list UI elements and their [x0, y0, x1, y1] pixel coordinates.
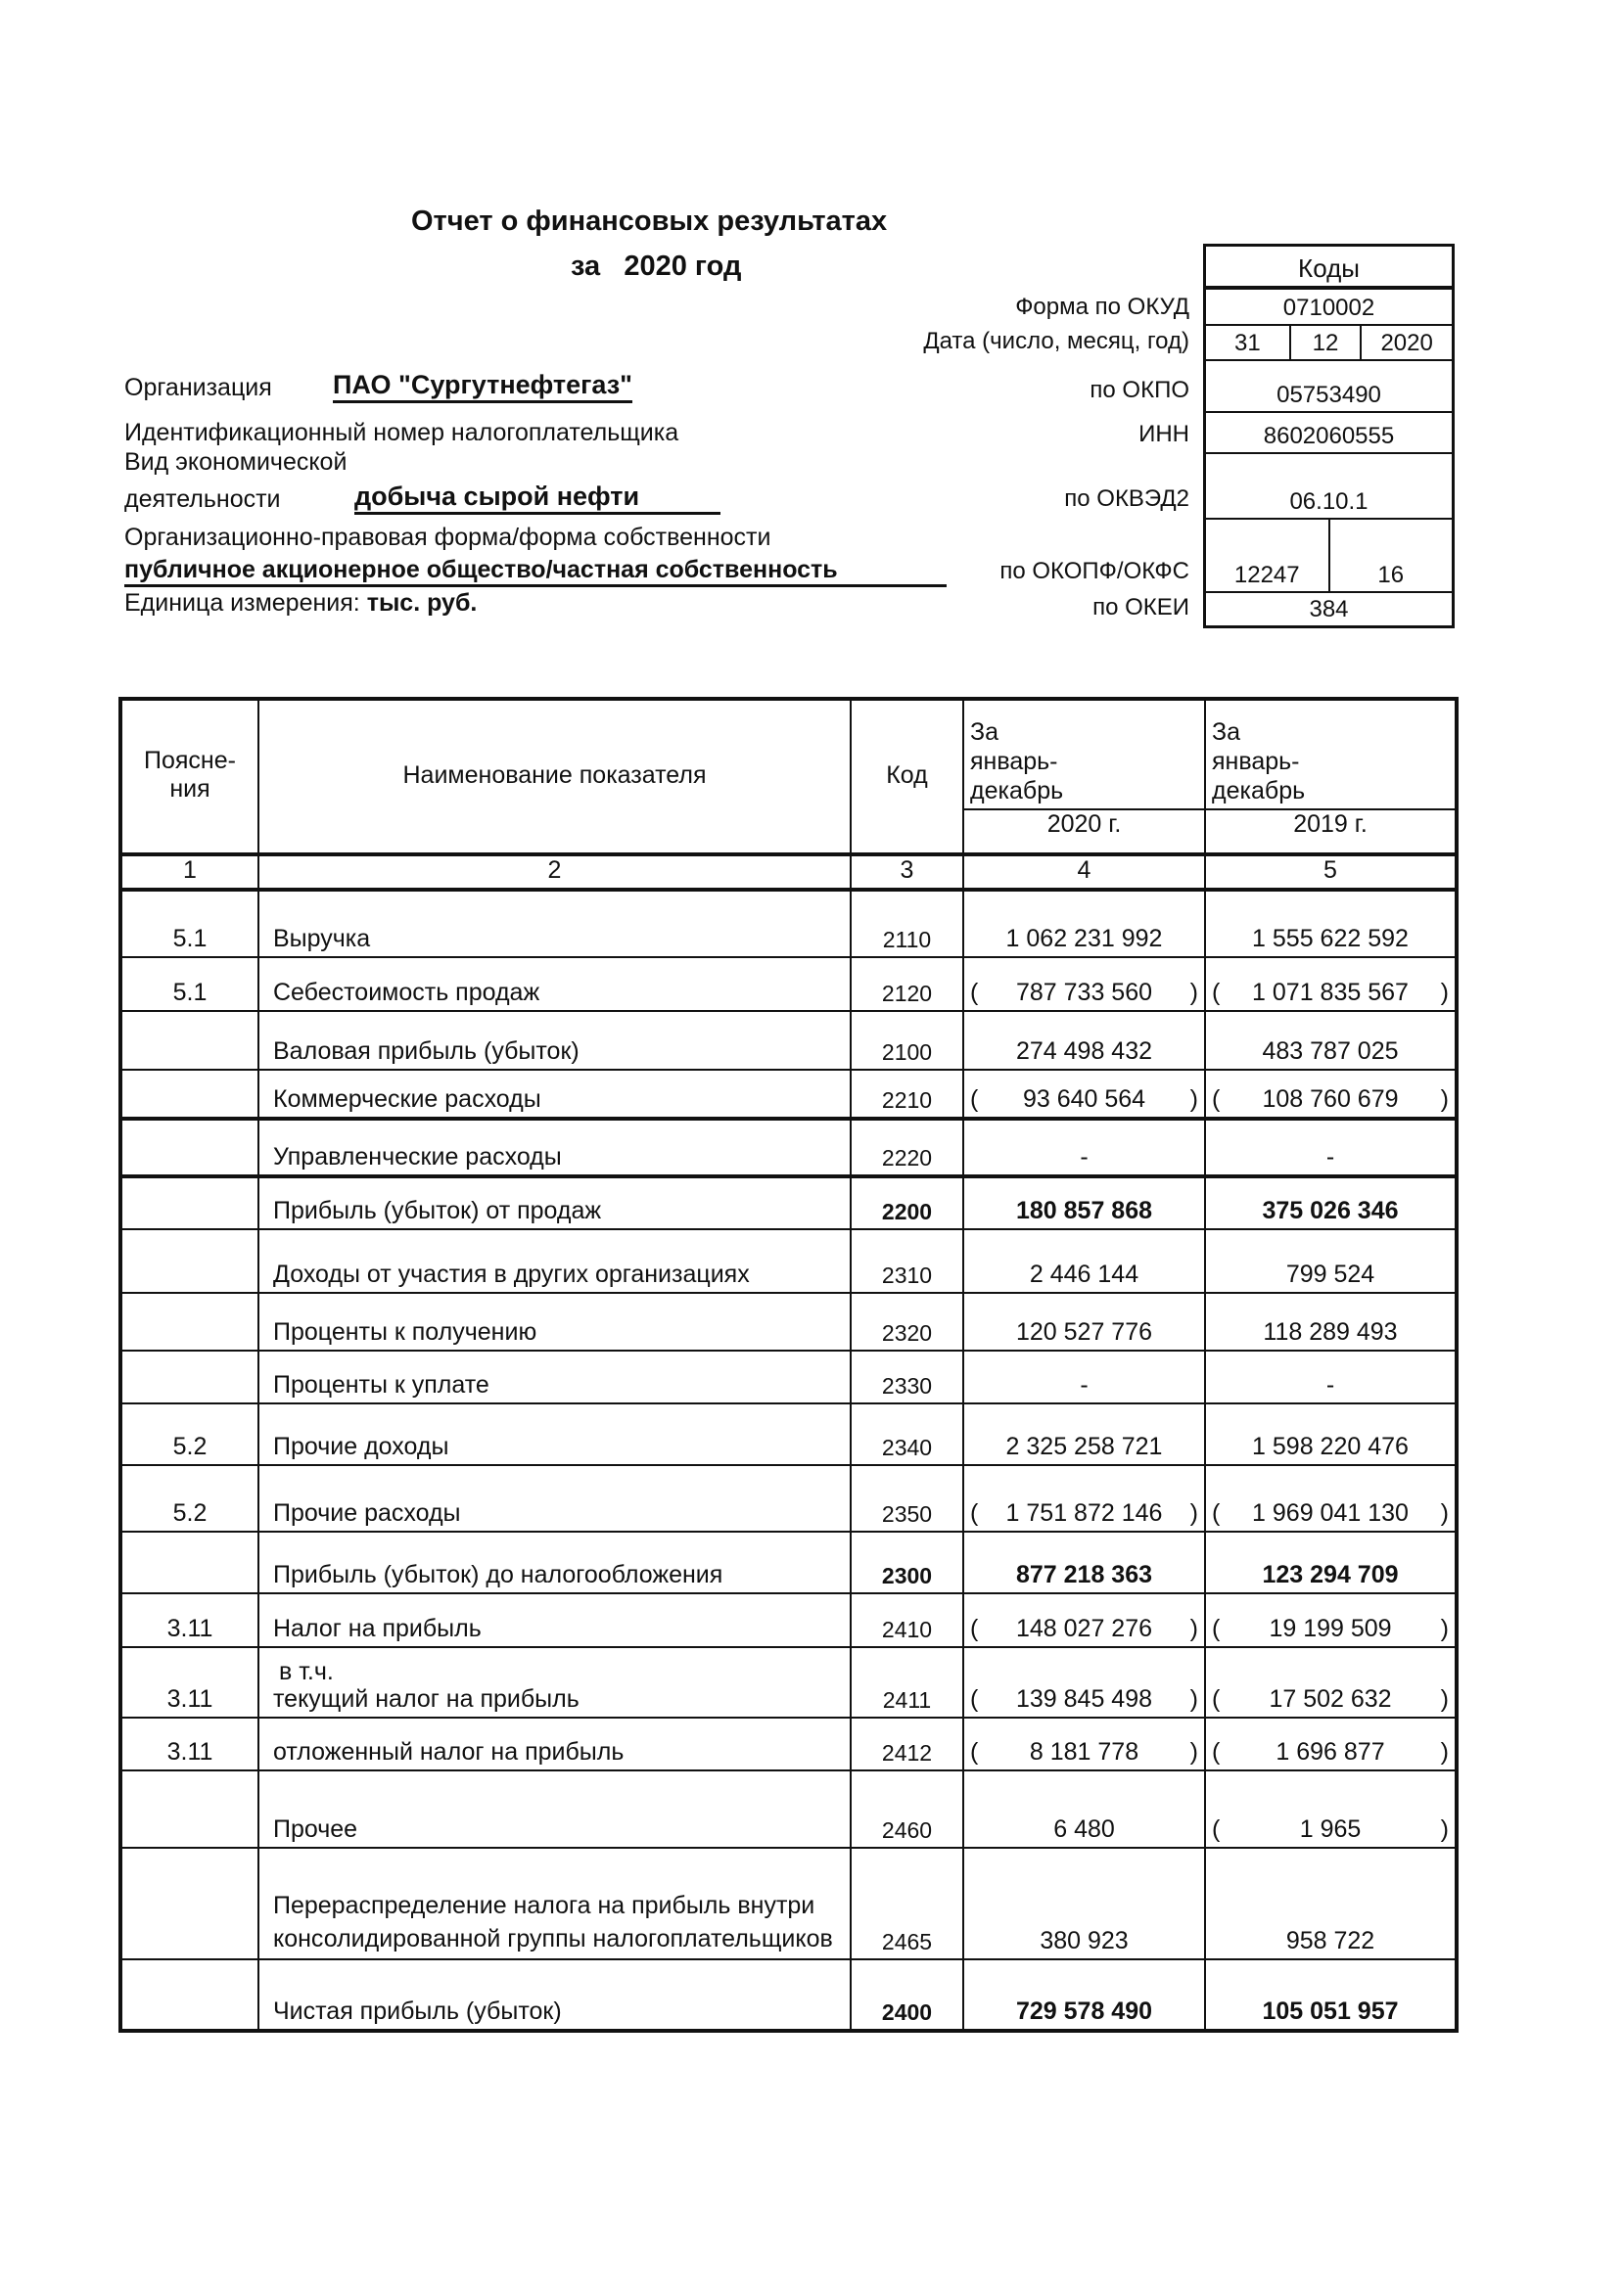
- row-code: 2100: [851, 1011, 963, 1070]
- header-year-2019: 2019 г.: [1205, 809, 1457, 854]
- table-row: [120, 1532, 1457, 1593]
- value-text: 1 696 877: [1276, 1738, 1385, 1766]
- row-name-cell: [258, 1229, 851, 1293]
- value-text: 2 325 258 721: [1005, 1433, 1163, 1460]
- row-value: [1205, 1176, 1457, 1229]
- row-name: Прочее: [273, 1815, 358, 1843]
- open-paren: (: [1212, 1615, 1221, 1642]
- row-name: Проценты к уплате: [273, 1371, 489, 1399]
- row-name-cell: [258, 1848, 851, 1959]
- value-text: 1 071 835 567: [1252, 979, 1409, 1006]
- header-notes: Поясне-ния: [120, 699, 258, 854]
- value-text: 729 578 490: [1015, 1998, 1153, 2025]
- row-value: [963, 890, 1205, 957]
- row-value: [1205, 1593, 1457, 1647]
- unit-value: тыс. руб.: [366, 589, 478, 617]
- table-row: [120, 1718, 1457, 1770]
- row-name: Коммерческие расходы: [273, 1085, 541, 1113]
- close-paren: ): [1440, 1499, 1449, 1527]
- row-note: [120, 1011, 258, 1070]
- row-value: [1205, 1465, 1457, 1532]
- date-year: 2020: [1360, 326, 1452, 359]
- row-name: Проценты к получению: [273, 1318, 537, 1346]
- row-name-cell: [258, 1070, 851, 1119]
- close-paren: ): [1440, 1685, 1449, 1713]
- table-row: [120, 1070, 1457, 1119]
- codes-box: [1203, 244, 1455, 628]
- open-paren: (: [1212, 1499, 1221, 1527]
- row-value: [1205, 1011, 1457, 1070]
- row-name-cell: [258, 1293, 851, 1351]
- value-text: 105 051 957: [1262, 1998, 1399, 2025]
- row-note: [120, 1293, 258, 1351]
- row-note: [120, 1959, 258, 2031]
- value-text: 6 480: [1053, 1815, 1115, 1843]
- row-note: [120, 1351, 258, 1403]
- table-row: [120, 1351, 1457, 1403]
- table-row: [120, 1465, 1457, 1532]
- financial-results-table: [118, 697, 1459, 2033]
- okfs-code: 16: [1328, 520, 1453, 591]
- row-name-cell: [258, 1959, 851, 2031]
- org-name: ПАО "Сургутнефтегаз": [333, 370, 632, 403]
- row-note: 5.2: [120, 1465, 258, 1532]
- row-name-cell: [258, 1647, 851, 1718]
- unit-label: Единица измерения:: [124, 589, 360, 617]
- okved-code: 06.10.1: [1206, 454, 1452, 520]
- value-text: 958 722: [1285, 1927, 1375, 1954]
- row-code: 2411: [851, 1647, 963, 1718]
- header-period-2019: [1205, 699, 1457, 809]
- row-value: [963, 1593, 1205, 1647]
- row-code: 2465: [851, 1848, 963, 1959]
- row-value: [963, 957, 1205, 1011]
- row-name-cell: [258, 1718, 851, 1770]
- row-value: [963, 1465, 1205, 1532]
- row-value: [1205, 1770, 1457, 1848]
- row-value: [1205, 1293, 1457, 1351]
- row-value: [1205, 1119, 1457, 1176]
- row-value: [963, 1229, 1205, 1293]
- open-paren: (: [970, 1499, 979, 1527]
- row-code: 2300: [851, 1532, 963, 1593]
- close-paren: ): [1440, 1815, 1449, 1843]
- row-name: Себестоимость продаж: [273, 979, 540, 1006]
- close-paren: ): [1189, 1615, 1198, 1642]
- row-value: [1205, 1959, 1457, 2031]
- row-prefix: в т.ч.: [279, 1658, 334, 1685]
- row-name: Прибыль (убыток) до налогообложения: [273, 1561, 723, 1588]
- row-name: Прочие расходы: [273, 1499, 461, 1527]
- okpo-label: по ОКПО: [1090, 377, 1189, 403]
- row-value: [1205, 890, 1457, 957]
- row-code: 2350: [851, 1465, 963, 1532]
- value-text: 1 555 622 592: [1252, 925, 1409, 952]
- form-label: Организационно-правовая форма/форма собственности: [124, 524, 771, 551]
- row-value: [963, 1718, 1205, 1770]
- value-text: 1 965: [1299, 1815, 1362, 1843]
- table-row: [120, 1229, 1457, 1293]
- row-value: [1205, 1647, 1457, 1718]
- table-row: [120, 957, 1457, 1011]
- header-months: январь-декабрь: [1212, 748, 1306, 804]
- row-note: [120, 1532, 258, 1593]
- value-text: 118 289 493: [1263, 1318, 1398, 1346]
- row-value: [1205, 957, 1457, 1011]
- open-paren: (: [970, 1615, 979, 1642]
- row-note: 5.1: [120, 957, 258, 1011]
- row-code: 2320: [851, 1293, 963, 1351]
- column-number: 5: [1205, 854, 1457, 890]
- row-note: [120, 1229, 258, 1293]
- okopf-label: по ОКОПФ/ОКФС: [999, 558, 1189, 584]
- open-paren: (: [970, 1685, 979, 1713]
- open-paren: (: [1212, 1685, 1221, 1713]
- row-value: [963, 1848, 1205, 1959]
- row-value: [1205, 1848, 1457, 1959]
- row-code: 2412: [851, 1718, 963, 1770]
- period-prefix: за: [571, 251, 601, 282]
- report-title: Отчет о финансовых результатах: [411, 206, 888, 237]
- table-row: [120, 1403, 1457, 1465]
- close-paren: ): [1189, 1499, 1198, 1527]
- row-code: 2340: [851, 1403, 963, 1465]
- open-paren: (: [1212, 979, 1221, 1006]
- value-text: 1 751 872 146: [1005, 1499, 1163, 1527]
- close-paren: ): [1189, 1685, 1198, 1713]
- row-value: [1205, 1718, 1457, 1770]
- inn-code: 8602060555: [1206, 413, 1452, 454]
- row-name-cell: [258, 957, 851, 1011]
- date-codes: [1206, 326, 1452, 361]
- value-text: 148 027 276: [1015, 1615, 1153, 1642]
- value-text: 274 498 432: [1015, 1037, 1153, 1065]
- value-text: -: [1325, 1143, 1335, 1171]
- activity-value: добыча сырой нефти: [354, 482, 720, 515]
- date-day: 31: [1233, 330, 1261, 356]
- close-paren: ): [1440, 979, 1449, 1006]
- table-row: [120, 1647, 1457, 1718]
- row-code: 2330: [851, 1351, 963, 1403]
- okei-label: по ОКЕИ: [1092, 594, 1189, 620]
- value-text: 375 026 346: [1262, 1197, 1399, 1224]
- row-value: [963, 1011, 1205, 1070]
- activity-label-2: деятельности: [124, 485, 281, 513]
- table-row: [120, 1959, 1457, 2031]
- row-note: 3.11: [120, 1593, 258, 1647]
- value-text: 380 923: [1040, 1927, 1129, 1954]
- row-name-cell: [258, 1119, 851, 1176]
- row-code: 2110: [851, 890, 963, 957]
- value-text: 8 181 778: [1029, 1738, 1139, 1766]
- value-text: -: [1325, 1371, 1335, 1399]
- row-name: Прочие доходы: [273, 1433, 449, 1460]
- row-note: [120, 1770, 258, 1848]
- table-row: [120, 1593, 1457, 1647]
- table-row: [120, 1176, 1457, 1229]
- value-text: 19 199 509: [1269, 1615, 1392, 1642]
- value-text: 1 598 220 476: [1252, 1433, 1409, 1460]
- close-paren: ): [1440, 1085, 1449, 1113]
- header-code: Код: [851, 699, 963, 854]
- row-value: [963, 1351, 1205, 1403]
- row-name: Валовая прибыль (убыток): [273, 1037, 580, 1065]
- row-note: 3.11: [120, 1718, 258, 1770]
- row-value: [963, 1770, 1205, 1848]
- value-text: -: [1080, 1143, 1089, 1171]
- activity-label-1: Вид экономической: [124, 448, 348, 476]
- row-value: [963, 1647, 1205, 1718]
- open-paren: (: [1212, 1815, 1221, 1843]
- row-note: [120, 1848, 258, 1959]
- value-text: 120 527 776: [1015, 1318, 1153, 1346]
- close-paren: ): [1189, 979, 1198, 1006]
- row-code: 2460: [851, 1770, 963, 1848]
- value-text: -: [1080, 1371, 1089, 1399]
- org-label: Организация: [124, 374, 272, 401]
- value-text: 483 787 025: [1262, 1037, 1399, 1065]
- value-text: 123 294 709: [1262, 1561, 1399, 1588]
- period-value: 2020 год: [624, 251, 742, 282]
- table-row: [120, 1293, 1457, 1351]
- row-name: Налог на прибыль: [273, 1615, 482, 1642]
- header-year-2020: 2020 г.: [963, 809, 1205, 854]
- row-name: Управленческие расходы: [273, 1143, 562, 1171]
- table-row: [120, 1848, 1457, 1959]
- row-value: [1205, 1229, 1457, 1293]
- date-month: 12: [1289, 326, 1361, 359]
- header-months: январь-декабрь: [970, 748, 1064, 804]
- inn-label: Идентификационный номер налогоплательщика: [124, 419, 679, 446]
- open-paren: (: [1212, 1738, 1221, 1766]
- row-value: [1205, 1351, 1457, 1403]
- okved-label: по ОКВЭД2: [1064, 485, 1189, 512]
- row-note: 5.1: [120, 890, 258, 957]
- okopf-okfs-codes: [1206, 520, 1452, 593]
- value-text: 139 845 498: [1015, 1685, 1153, 1713]
- row-name-cell: [258, 890, 851, 957]
- okpo-code: 05753490: [1206, 361, 1452, 413]
- header-name: Наименование показателя: [258, 699, 851, 854]
- open-paren: (: [970, 1085, 979, 1113]
- okopf-code: 12247: [1233, 562, 1300, 588]
- row-name: Выручка: [273, 925, 371, 952]
- close-paren: ): [1189, 1085, 1198, 1113]
- row-code: 2410: [851, 1593, 963, 1647]
- row-value: [963, 1293, 1205, 1351]
- table-row: [120, 1770, 1457, 1848]
- report-period: [571, 251, 741, 283]
- codes-header: Коды: [1206, 247, 1452, 290]
- close-paren: ): [1189, 1738, 1198, 1766]
- column-number: 4: [963, 854, 1205, 890]
- row-name-cell: [258, 1593, 851, 1647]
- row-name: Доходы от участия в других организациях: [273, 1261, 750, 1288]
- row-code: 2120: [851, 957, 963, 1011]
- form-value: публичное акционерное общество/частная собственность: [124, 556, 947, 587]
- row-note: [120, 1119, 258, 1176]
- unit-line: [124, 589, 477, 618]
- table-row: [120, 890, 1457, 957]
- value-text: 799 524: [1285, 1261, 1375, 1288]
- row-value: [1205, 1532, 1457, 1593]
- value-text: 787 733 560: [1015, 979, 1153, 1006]
- row-value: [963, 1176, 1205, 1229]
- value-text: 1 062 231 992: [1005, 925, 1163, 952]
- header-period-2020: [963, 699, 1205, 809]
- row-name: текущий налог на прибыль: [273, 1685, 580, 1713]
- value-text: 1 969 041 130: [1252, 1499, 1409, 1527]
- value-text: 93 640 564: [1022, 1085, 1146, 1113]
- row-code: 2210: [851, 1070, 963, 1119]
- row-name-cell: [258, 1465, 851, 1532]
- row-note: [120, 1176, 258, 1229]
- inn-code-label: ИНН: [1138, 421, 1189, 447]
- table-row: [120, 1119, 1457, 1176]
- row-name: Чистая прибыль (убыток): [273, 1998, 562, 2025]
- open-paren: (: [970, 1738, 979, 1766]
- table-row: [120, 1011, 1457, 1070]
- row-note: 3.11: [120, 1647, 258, 1718]
- column-number: 3: [851, 854, 963, 890]
- row-name-cell: [258, 1011, 851, 1070]
- row-name-cell: [258, 1770, 851, 1848]
- row-value: [963, 1532, 1205, 1593]
- close-paren: ): [1440, 1738, 1449, 1766]
- open-paren: (: [1212, 1085, 1221, 1113]
- value-text: 108 760 679: [1262, 1085, 1399, 1113]
- row-code: 2310: [851, 1229, 963, 1293]
- row-name-cell: [258, 1351, 851, 1403]
- row-name: Прибыль (убыток) от продаж: [273, 1197, 602, 1224]
- close-paren: ): [1440, 1615, 1449, 1642]
- okud-code: 0710002: [1206, 290, 1452, 326]
- row-code: 2220: [851, 1119, 963, 1176]
- okud-label: Форма по ОКУД: [1015, 294, 1189, 320]
- row-name-cell: [258, 1176, 851, 1229]
- row-note: 5.2: [120, 1403, 258, 1465]
- column-number: 2: [258, 854, 851, 890]
- row-code: 2200: [851, 1176, 963, 1229]
- row-value: [963, 1403, 1205, 1465]
- row-name-cell: [258, 1403, 851, 1465]
- value-text: 180 857 868: [1015, 1197, 1153, 1224]
- row-value: [963, 1959, 1205, 2031]
- row-value: [963, 1070, 1205, 1119]
- header-za: За: [970, 718, 999, 746]
- value-text: 877 218 363: [1015, 1561, 1153, 1588]
- date-label: Дата (число, месяц, год): [923, 328, 1189, 354]
- row-name: Перераспределение налога на прибыль внутри консолидированной группы налогоплательщиков: [273, 1892, 833, 1952]
- row-name-cell: [258, 1532, 851, 1593]
- value-text: 2 446 144: [1029, 1261, 1139, 1288]
- value-text: 17 502 632: [1269, 1685, 1392, 1713]
- row-value: [1205, 1070, 1457, 1119]
- column-number: 1: [120, 854, 258, 890]
- row-code: 2400: [851, 1959, 963, 2031]
- open-paren: (: [970, 979, 979, 1006]
- row-value: [1205, 1403, 1457, 1465]
- row-name: отложенный налог на прибыль: [273, 1738, 625, 1766]
- header-za: За: [1212, 718, 1241, 746]
- row-note: [120, 1070, 258, 1119]
- okei-code: 384: [1309, 596, 1349, 622]
- row-value: [963, 1119, 1205, 1176]
